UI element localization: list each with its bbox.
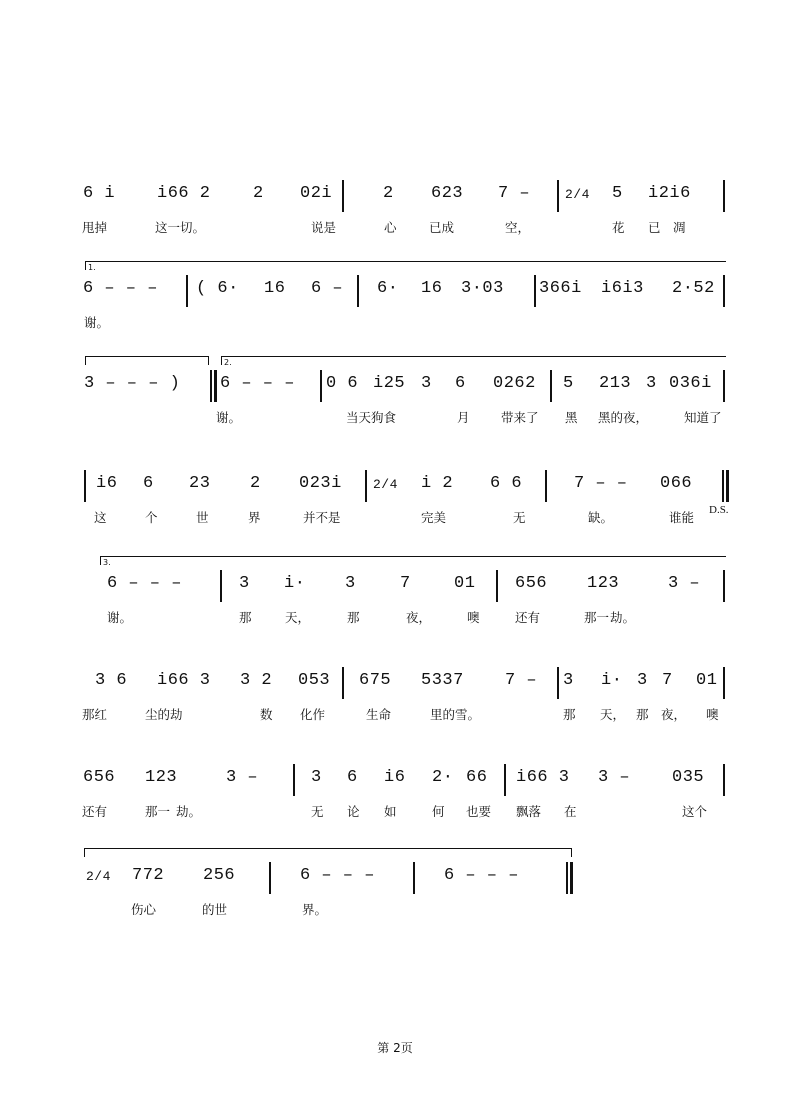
lyric: 谢。: [216, 410, 242, 425]
lyric: 在: [564, 804, 577, 819]
notes-row: [0, 180, 790, 210]
note-group: 6 – – –: [300, 866, 375, 885]
lyric: 无: [513, 510, 526, 525]
note-group: 5: [563, 374, 574, 393]
note-group: 3: [637, 671, 648, 690]
note-group: 3: [311, 768, 322, 787]
note-group: 656: [515, 574, 548, 593]
note-group: 6 – – –: [444, 866, 519, 885]
note-group: 3 –: [226, 768, 259, 787]
note-group: 2: [250, 474, 261, 493]
note-group: 16: [264, 279, 286, 298]
note-group: 3: [563, 671, 574, 690]
notes-row: [0, 275, 790, 305]
barline: [504, 764, 506, 796]
note-group: 02i: [300, 184, 333, 203]
barline: [566, 862, 568, 894]
barline: [496, 570, 498, 602]
note-group: 5337: [421, 671, 464, 690]
volta-bracket: [84, 848, 572, 857]
note-group: 3·03: [461, 279, 504, 298]
lyric: 数: [260, 707, 273, 722]
lyric: 天，: [600, 707, 626, 722]
note-group: 053: [298, 671, 331, 690]
note-group: 366i: [539, 279, 582, 298]
volta-label: 1.: [88, 263, 96, 272]
barline: [365, 470, 367, 502]
barline: [342, 667, 344, 699]
barline: [557, 180, 559, 212]
lyric: 那一: [145, 804, 171, 819]
repeat-barline: [214, 370, 217, 402]
note-group: 2: [253, 184, 264, 203]
time-signature: 2/4: [86, 869, 111, 884]
lyric: 缺。: [588, 510, 614, 525]
note-group: 023i: [299, 474, 342, 493]
barline: [723, 180, 725, 212]
lyric: 那一: [584, 610, 610, 625]
note-group: 0262: [493, 374, 536, 393]
volta-label: 2.: [224, 358, 232, 367]
time-signature: 2/4: [373, 477, 398, 492]
lyrics-row: [0, 313, 790, 333]
note-group: 6 –: [311, 279, 344, 298]
lyric: 那: [636, 707, 649, 722]
lyric: 已: [648, 220, 661, 235]
lyrics-row: [0, 408, 790, 428]
note-group: i6i3: [601, 279, 644, 298]
barline: [722, 470, 724, 502]
lyric: 空，: [505, 220, 531, 235]
note-group: i66 3: [157, 671, 211, 690]
lyric: 界。: [302, 902, 328, 917]
time-signature: 2/4: [565, 187, 590, 202]
lyric: 知道了: [684, 410, 722, 425]
note-group: 6 i: [83, 184, 116, 203]
barline: [723, 764, 725, 796]
note-group: i6: [384, 768, 406, 787]
lyric: 夜，: [406, 610, 432, 625]
lyric: 说是: [311, 220, 337, 235]
note-group: 0 6: [326, 374, 359, 393]
notes-row: [0, 862, 790, 892]
note-group: 6: [347, 768, 358, 787]
note-group: 7 – –: [574, 474, 628, 493]
lyric: 心: [384, 220, 397, 235]
barline: [557, 667, 559, 699]
note-group: 213: [599, 374, 632, 393]
barline: [269, 862, 271, 894]
lyric: 那: [239, 610, 252, 625]
lyrics-row: [0, 218, 790, 238]
note-group: 3 – – – ): [84, 374, 181, 393]
barline: [342, 180, 344, 212]
lyric: 界: [248, 510, 261, 525]
note-group: 656: [83, 768, 116, 787]
note-group: 01: [696, 671, 718, 690]
lyric: 并不是: [303, 510, 341, 525]
lyric: 何: [432, 804, 445, 819]
lyric: 谁能: [669, 510, 695, 525]
note-group: 2·52: [672, 279, 715, 298]
notes-row: [0, 370, 790, 400]
note-group: 6 6: [490, 474, 523, 493]
lyrics-row: [0, 802, 790, 822]
note-group: 66: [466, 768, 488, 787]
barline: [723, 570, 725, 602]
note-group: 256: [203, 866, 236, 885]
note-group: 035: [672, 768, 705, 787]
barline: [84, 470, 86, 502]
note-group: 123: [145, 768, 178, 787]
note-group: 3: [239, 574, 250, 593]
lyric: 谢。: [84, 315, 110, 330]
note-group: 6: [455, 374, 466, 393]
note-group: 6: [143, 474, 154, 493]
note-group: i2i6: [648, 184, 691, 203]
note-group: 123: [587, 574, 620, 593]
barline: [320, 370, 322, 402]
note-group: 5: [612, 184, 623, 203]
notes-row: [0, 667, 790, 697]
notes-row: [0, 470, 790, 500]
lyrics-row: [0, 705, 790, 725]
lyric: 飘落: [516, 804, 542, 819]
barline: [550, 370, 552, 402]
barline: [723, 275, 725, 307]
note-group: 3: [345, 574, 356, 593]
note-group: 3 6: [95, 671, 128, 690]
note-group: 2·: [432, 768, 454, 787]
lyric: 如: [384, 804, 397, 819]
volta-bracket: [85, 261, 726, 270]
note-group: i 2: [421, 474, 454, 493]
note-group: 036i: [669, 374, 712, 393]
lyric: 也要: [466, 804, 492, 819]
note-group: i66 3: [516, 768, 570, 787]
note-group: 23: [189, 474, 211, 493]
note-group: ( 6·: [196, 279, 239, 298]
note-group: 7: [662, 671, 673, 690]
lyric: 那: [563, 707, 576, 722]
notes-row: [0, 764, 790, 794]
lyrics-row: [0, 608, 790, 628]
note-group: 675: [359, 671, 392, 690]
barline: [723, 370, 725, 402]
note-group: 6·: [377, 279, 399, 298]
barline: [357, 275, 359, 307]
lyric: 论: [347, 804, 360, 819]
lyric: 凋: [673, 220, 686, 235]
lyric: 世: [196, 510, 209, 525]
lyric: 花: [612, 220, 625, 235]
lyrics-row: [0, 900, 790, 920]
note-group: i·: [284, 574, 306, 593]
lyric: 个: [145, 510, 158, 525]
lyric: 那: [347, 610, 360, 625]
barline: [293, 764, 295, 796]
lyric: 这一切。: [155, 220, 206, 235]
dal-segno-mark: D.S.: [709, 504, 729, 516]
lyric: 还有: [82, 804, 108, 819]
volta-label: 3.: [103, 558, 111, 567]
lyric: 噢: [467, 610, 480, 625]
final-barline: [570, 862, 573, 894]
lyric: 劫。: [610, 610, 636, 625]
lyric: 月: [457, 410, 470, 425]
lyric: 完美: [421, 510, 447, 525]
note-group: i25: [373, 374, 406, 393]
note-group: 772: [132, 866, 165, 885]
notes-row: [0, 570, 790, 600]
final-barline: [726, 470, 729, 502]
note-group: 6 – – –: [107, 574, 182, 593]
lyrics-row: [0, 508, 790, 528]
lyric: 伤心: [131, 902, 157, 917]
lyric: 黑: [565, 410, 578, 425]
note-group: i6: [96, 474, 118, 493]
barline: [534, 275, 536, 307]
lyric: 甩掉: [82, 220, 108, 235]
note-group: 2: [383, 184, 394, 203]
lyric: 劫。: [176, 804, 202, 819]
lyric: 无: [311, 804, 324, 819]
lyric: 里的雪。: [430, 707, 481, 722]
lyric: 谢。: [107, 610, 133, 625]
lyric: 这个: [682, 804, 708, 819]
lyric: 黑的夜，: [598, 410, 649, 425]
note-group: 3 2: [240, 671, 273, 690]
lyric: 带来了: [501, 410, 539, 425]
page-number: 第 2页: [377, 1041, 413, 1055]
barline: [545, 470, 547, 502]
lyric: 已成: [429, 220, 455, 235]
volta-bracket: [100, 556, 726, 565]
lyric: 那红: [82, 707, 108, 722]
barline: [186, 275, 188, 307]
lyric: 尘的劫: [145, 707, 183, 722]
lyric: 当天狗食: [346, 410, 397, 425]
note-group: 623: [431, 184, 464, 203]
note-group: 3: [646, 374, 657, 393]
note-group: 3: [421, 374, 432, 393]
lyric: 这: [94, 510, 107, 525]
volta-bracket: [85, 356, 209, 365]
barline: [413, 862, 415, 894]
lyric: 生命: [366, 707, 392, 722]
note-group: 3 –: [598, 768, 631, 787]
note-group: 066: [660, 474, 693, 493]
lyric: 化作: [300, 707, 326, 722]
lyric: 噢: [706, 707, 719, 722]
barline: [723, 667, 725, 699]
note-group: 7: [400, 574, 411, 593]
volta-bracket: [221, 356, 726, 365]
note-group: 6 – – –: [220, 374, 295, 393]
note-group: 6 – – –: [83, 279, 158, 298]
note-group: 7 –: [505, 671, 538, 690]
note-group: i·: [601, 671, 623, 690]
lyric: 夜，: [661, 707, 687, 722]
note-group: i66 2: [157, 184, 211, 203]
note-group: 01: [454, 574, 476, 593]
lyric: 的世: [202, 902, 228, 917]
note-group: 3 –: [668, 574, 701, 593]
lyric: 天，: [285, 610, 311, 625]
barline: [220, 570, 222, 602]
note-group: 7 –: [498, 184, 531, 203]
repeat-barline: [210, 370, 212, 402]
note-group: 16: [421, 279, 443, 298]
lyric: 还有: [515, 610, 541, 625]
